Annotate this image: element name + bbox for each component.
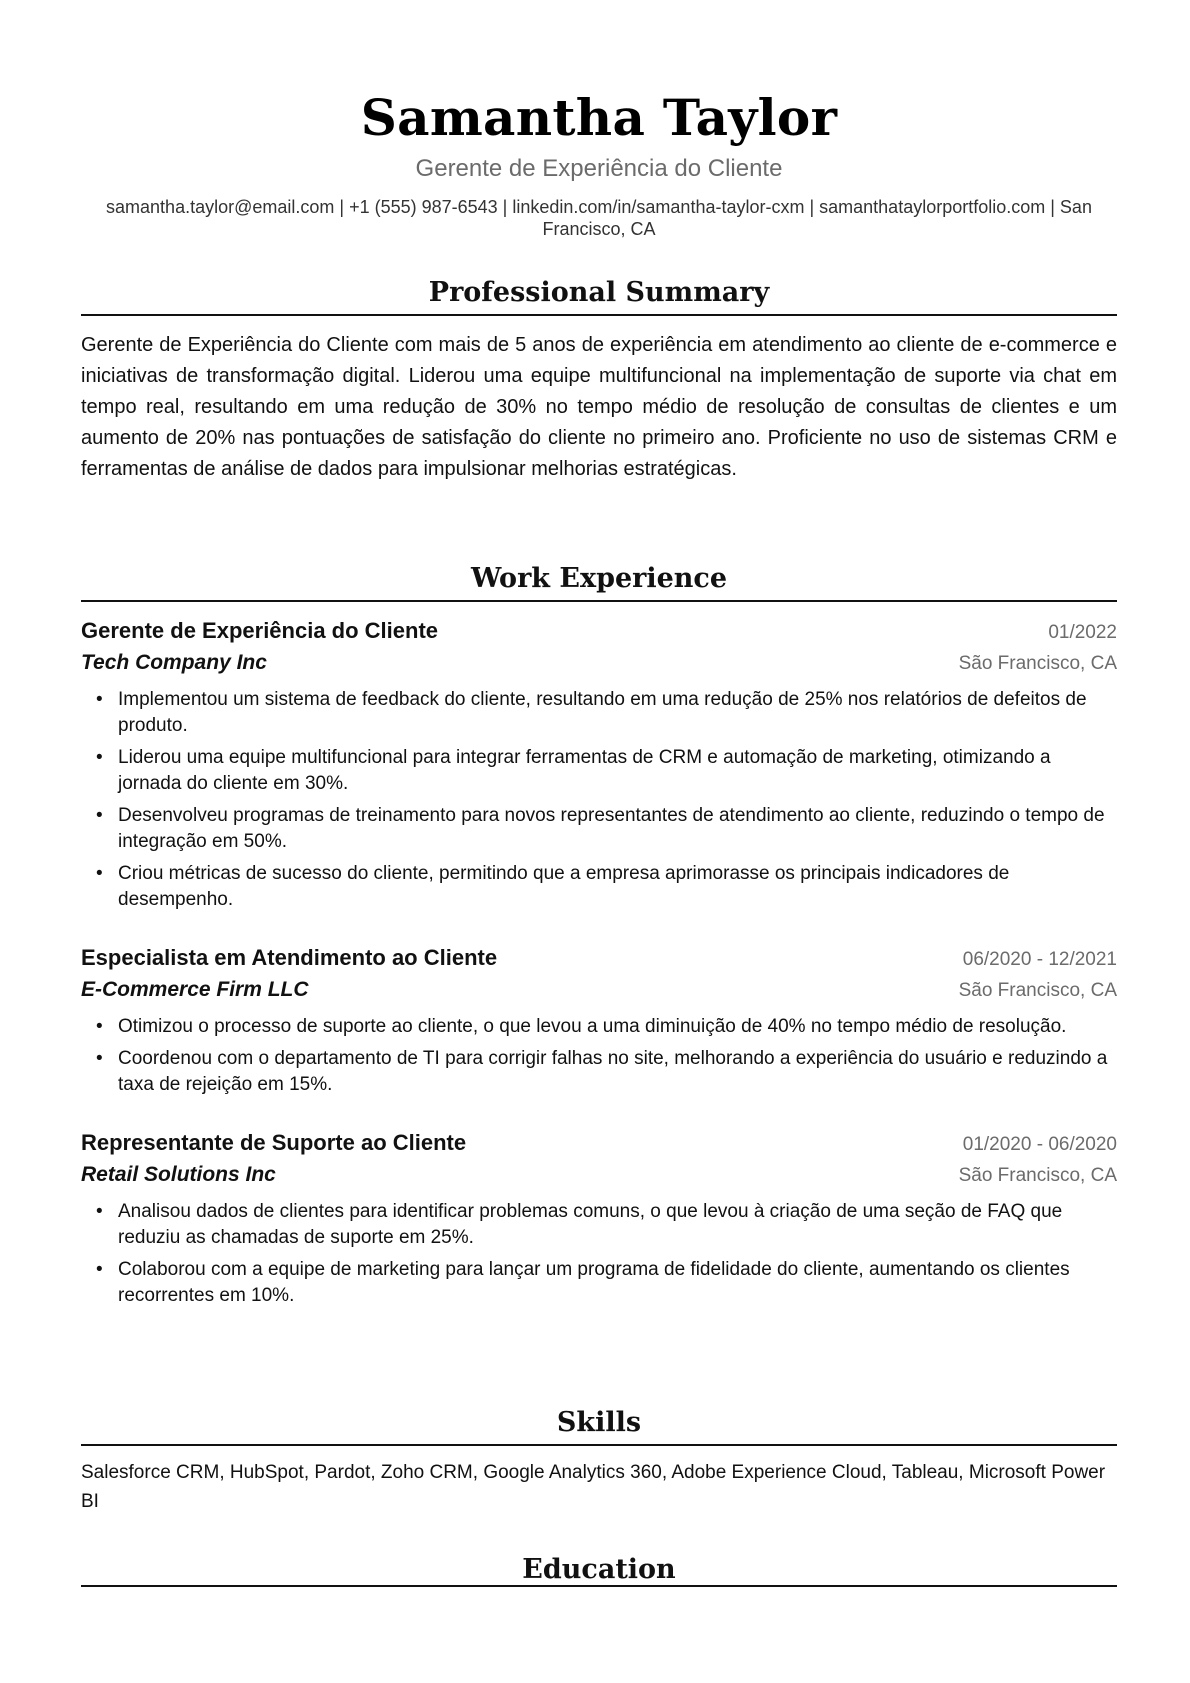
job-bullet: • Desenvolveu programas de treinamento para novos representantes de atendimento ao cliente, reduzindo o tempo de integração em 50%.: [81, 803, 1117, 855]
experience-section: [81, 562, 1117, 1315]
skills-text: Salesforce CRM, HubSpot, Pardot, Zoho CRM, Google Analytics 360, Adobe Experience Cloud, Tableau, Microsoft Power BI: [81, 1462, 1106, 1512]
education-section: [81, 1555, 1117, 1587]
job-title: Representante de Suporte ao Cliente: [81, 1130, 467, 1155]
job-location: São Francisco, CA: [958, 980, 1117, 1001]
job-entry: [81, 1128, 1117, 1309]
job-bullet: • Colaborou com a equipe de marketing para lançar um programa de fidelidade do cliente, aumentando os clientes recorrentes em 10%.: [81, 1257, 1117, 1309]
job-bullet: • Liderou uma equipe multifuncional para integrar ferramentas de CRM e automação de marketing, otimizando a jornada do cliente em 30%.: [81, 745, 1117, 797]
contact-line: samantha.taylor@email.com | +1 (555) 987-6543 | linkedin.com/in/samantha-taylor-cxm | samanthataylorportfolio.com | San Francisco, CA: [106, 197, 1092, 239]
job-date: 01/2020 - 06/2020: [962, 1134, 1117, 1155]
job-bullet: • Criou métricas de sucesso do cliente, permitindo que a empresa aprimorasse os principais indicadores de desempenho.: [81, 861, 1117, 913]
job-title: Gerente de Experiência do Cliente: [81, 618, 439, 643]
summary-section: [81, 276, 1117, 485]
candidate-role: Gerente de Experiência do Cliente: [415, 155, 783, 182]
job-bullet: • Analisou dados de clientes para identificar problemas comuns, o que levou à criação de uma seção de FAQ que reduziu as chamadas de suporte em 25%.: [81, 1199, 1117, 1251]
job-bullet: • Implementou um sistema de feedback do cliente, resultando em uma redução de 25% nos relatórios de defeitos de produto.: [81, 687, 1117, 739]
job-company: Tech Company Inc: [81, 651, 267, 674]
summary-heading: Professional Summary: [81, 276, 1117, 316]
job-entry: [81, 616, 1117, 913]
candidate-name: Samantha Taylor: [360, 88, 838, 147]
skills-section: [81, 1406, 1117, 1516]
job-entry: [81, 943, 1117, 1098]
summary-text: Gerente de Experiência do Cliente com mais de 5 anos de experiência em atendimento ao cliente de e-commerce e iniciativas de transformação digital. Liderou uma equipe multifuncional na implementação de suporte via chat em tempo real, resultando em uma redução de 30% no tempo médio de resolução de consultas de clientes e um aumento de 20% nas pontuações de satisfação do cliente no primeiro ano. Proficiente no uso de sistemas CRM e ferramentas de análise de dados para impulsionar melhorias estratégicas.: [81, 334, 1117, 480]
job-location: São Francisco, CA: [958, 1165, 1117, 1186]
job-title: Especialista em Atendimento ao Cliente: [81, 945, 498, 970]
experience-heading: Work Experience: [81, 562, 1117, 602]
job-bullet: • Otimizou o processo de suporte ao cliente, o que levou a uma diminuição de 40% no tempo médio de resolução.: [81, 1014, 1117, 1040]
job-company: Retail Solutions Inc: [81, 1163, 276, 1186]
job-company: E-Commerce Firm LLC: [81, 978, 309, 1001]
job-bullets: [81, 687, 1117, 913]
resume-header: [81, 0, 1117, 240]
job-bullet: • Coordenou com o departamento de TI para corrigir falhas no site, melhorando a experiência do usuário e reduzindo a taxa de rejeição em 15%.: [81, 1046, 1117, 1098]
job-date: 06/2020 - 12/2021: [962, 949, 1117, 970]
job-location: São Francisco, CA: [958, 653, 1117, 674]
resume-page: [81, 0, 1117, 1585]
job-bullets: [81, 1199, 1117, 1309]
job-date: 01/2022: [1048, 622, 1117, 643]
education-heading: Education: [81, 1555, 1117, 1587]
skills-heading: Skills: [81, 1406, 1117, 1446]
job-bullets: [81, 1014, 1117, 1098]
